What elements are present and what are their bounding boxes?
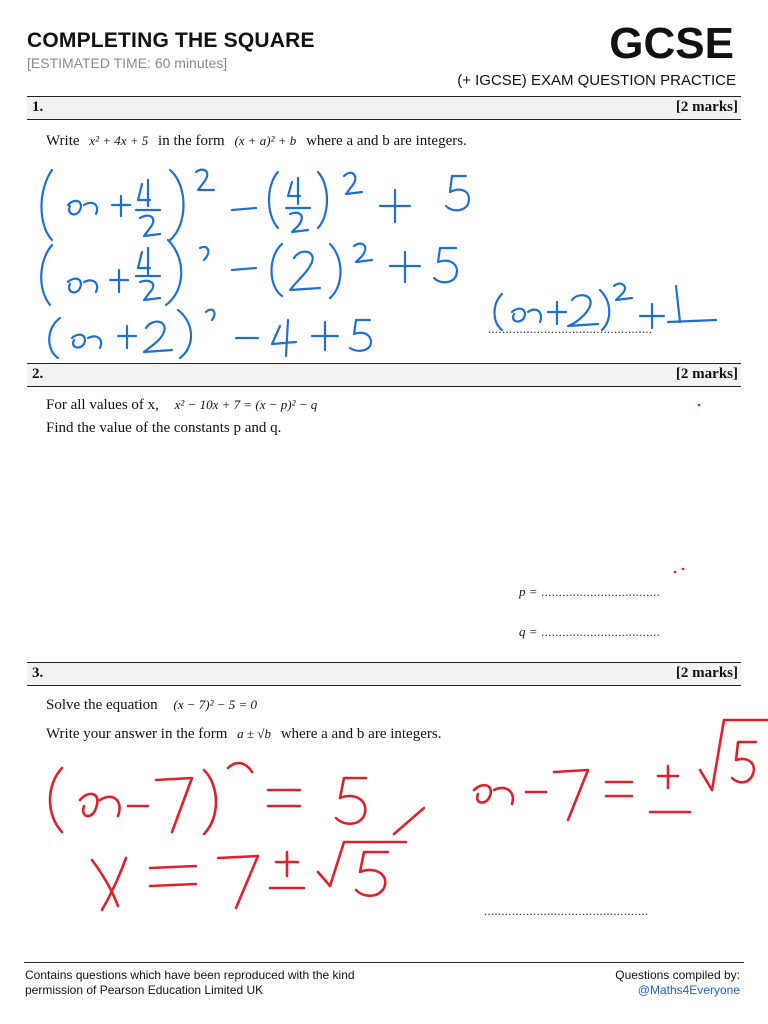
- q2-stray-marks: [674, 404, 701, 574]
- question-1-prompt: [46, 133, 467, 150]
- q2-equation: x² − 10x + 7 = (x − p)² − q: [174, 397, 318, 412]
- q2-for-all-values: For all values of x,: [46, 397, 159, 413]
- p-answer-line: ..................................: [541, 585, 661, 599]
- q1-line2-handwriting: [41, 240, 457, 305]
- q1-line1-handwriting: [42, 170, 469, 240]
- q3-where-text: where a and b are integers.: [280, 726, 442, 742]
- gcse-brand: GCSE: [609, 19, 734, 68]
- q3-solve-text: Solve the equation: [46, 697, 158, 713]
- q1-in-form-text: in the form: [158, 133, 225, 149]
- question-2-prompt-line1: [46, 397, 317, 414]
- q3-equation: (x − 7)² − 5 = 0: [173, 697, 258, 712]
- q-label: q =: [519, 624, 538, 639]
- q-answer-line: ..................................: [541, 625, 661, 639]
- p-label: p =: [519, 584, 538, 599]
- q3-write-form-text: Write your answer in the form: [46, 726, 228, 742]
- question-2-marks: [2 marks]: [675, 366, 738, 382]
- q1-where-text: where a and b are integers.: [306, 133, 467, 149]
- question-3-header: [27, 662, 741, 686]
- question-3-number: 3.: [32, 665, 44, 681]
- question-2-header: [27, 363, 741, 387]
- question-3-answer-line: ...............................................: [484, 904, 649, 918]
- q1-line3-handwriting: [49, 310, 371, 358]
- question-3-prompt-line1: [46, 697, 257, 714]
- author-handle-link[interactable]: @Maths4Everyone: [637, 983, 740, 997]
- question-1-number: 1.: [32, 99, 44, 115]
- q-answer: [519, 624, 660, 641]
- question-3-prompt-line2: [46, 726, 441, 743]
- question-3-marks: [2 marks]: [675, 665, 738, 681]
- footer-divider: [24, 962, 744, 963]
- q3-form: a ± √b: [237, 726, 271, 741]
- question-1-answer-line: ...............................................: [488, 322, 653, 336]
- p-answer: [519, 584, 660, 601]
- question-2-prompt-line2: Find the value of the constants p and q.: [46, 420, 282, 436]
- estimated-time: [ESTIMATED TIME: 60 minutes]: [27, 55, 228, 71]
- q1-write-text: Write: [46, 133, 80, 149]
- footer-compiled-label: Questions compiled by:: [615, 968, 740, 982]
- q3-handwriting: [50, 720, 768, 910]
- q1-expression: x² + 4x + 5: [89, 133, 149, 148]
- footer-credit: [25, 968, 355, 998]
- q3-line2-handwriting: [92, 842, 406, 910]
- q1-form: (x + a)² + b: [234, 133, 297, 148]
- footer-credit-line1: Contains questions which have been reproduced with the kind: [25, 968, 355, 982]
- question-1-header: [27, 96, 741, 120]
- question-1-marks: [2 marks]: [675, 99, 738, 115]
- question-2-number: 2.: [32, 366, 44, 382]
- footer-compiled-by: [615, 968, 740, 998]
- worksheet-title: COMPLETING THE SQUARE: [27, 29, 315, 52]
- practice-caption: (+ IGCSE) EXAM QUESTION PRACTICE: [457, 72, 736, 89]
- footer-credit-line2: permission of Pearson Education Limited UK: [25, 983, 264, 997]
